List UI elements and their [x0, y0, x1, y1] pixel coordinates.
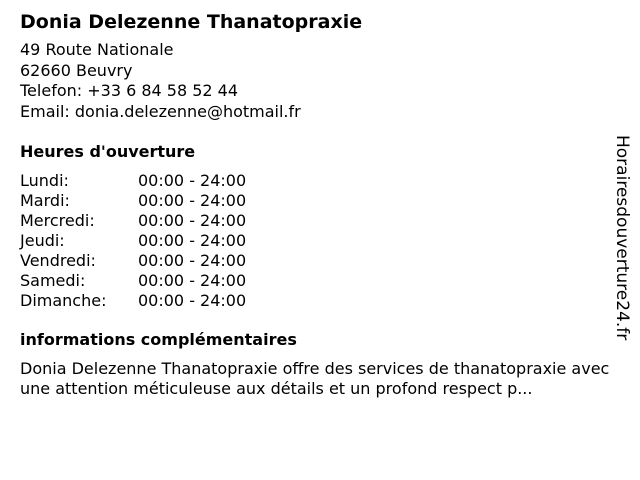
phone-number: Telefon: +33 6 84 58 52 44 — [20, 81, 239, 100]
day-label: Mercredi: — [20, 211, 95, 230]
email-address: Email: donia.delezenne@hotmail.fr — [20, 101, 301, 121]
hours-row — [20, 171, 246, 191]
time-range: 00:00 - 24:00 — [138, 231, 247, 250]
postal-city: 62660 Beuvry — [20, 60, 133, 80]
street-address: 49 Route Nationale — [20, 40, 174, 59]
business-card — [20, 8, 620, 399]
time-range: 00:00 - 24:00 — [138, 291, 247, 310]
opening-hours-heading: Heures d'ouverture — [20, 142, 196, 161]
day-label: Vendredi: — [20, 251, 96, 270]
time-range: 00:00 - 24:00 — [138, 271, 247, 290]
hours-row — [20, 231, 246, 251]
time-range: 00:00 - 24:00 — [138, 171, 247, 190]
day-label: Samedi: — [20, 271, 86, 290]
business-name: Donia Delezenne Thanatopraxie — [20, 11, 363, 33]
hours-row — [20, 211, 246, 231]
time-range: 00:00 - 24:00 — [138, 211, 247, 230]
hours-row — [20, 291, 246, 311]
business-description: Donia Delezenne Thanatopraxie offre des services de thanatopraxie avec une attention méticuleuse aux détails et un profond respect p... — [20, 359, 610, 398]
time-range: 00:00 - 24:00 — [138, 251, 247, 270]
day-label: Lundi: — [20, 171, 69, 190]
hours-row — [20, 271, 246, 291]
day-label: Dimanche: — [20, 291, 107, 310]
day-label: Mardi: — [20, 191, 70, 210]
day-label: Jeudi: — [20, 231, 65, 250]
hours-row — [20, 251, 246, 271]
time-range: 00:00 - 24:00 — [138, 191, 247, 210]
opening-hours-table — [20, 171, 246, 311]
additional-info-heading: informations complémentaires — [20, 330, 297, 349]
hours-row — [20, 191, 246, 211]
contact-block — [20, 40, 620, 122]
site-watermark: Horairesdouverture24.fr — [612, 135, 632, 341]
